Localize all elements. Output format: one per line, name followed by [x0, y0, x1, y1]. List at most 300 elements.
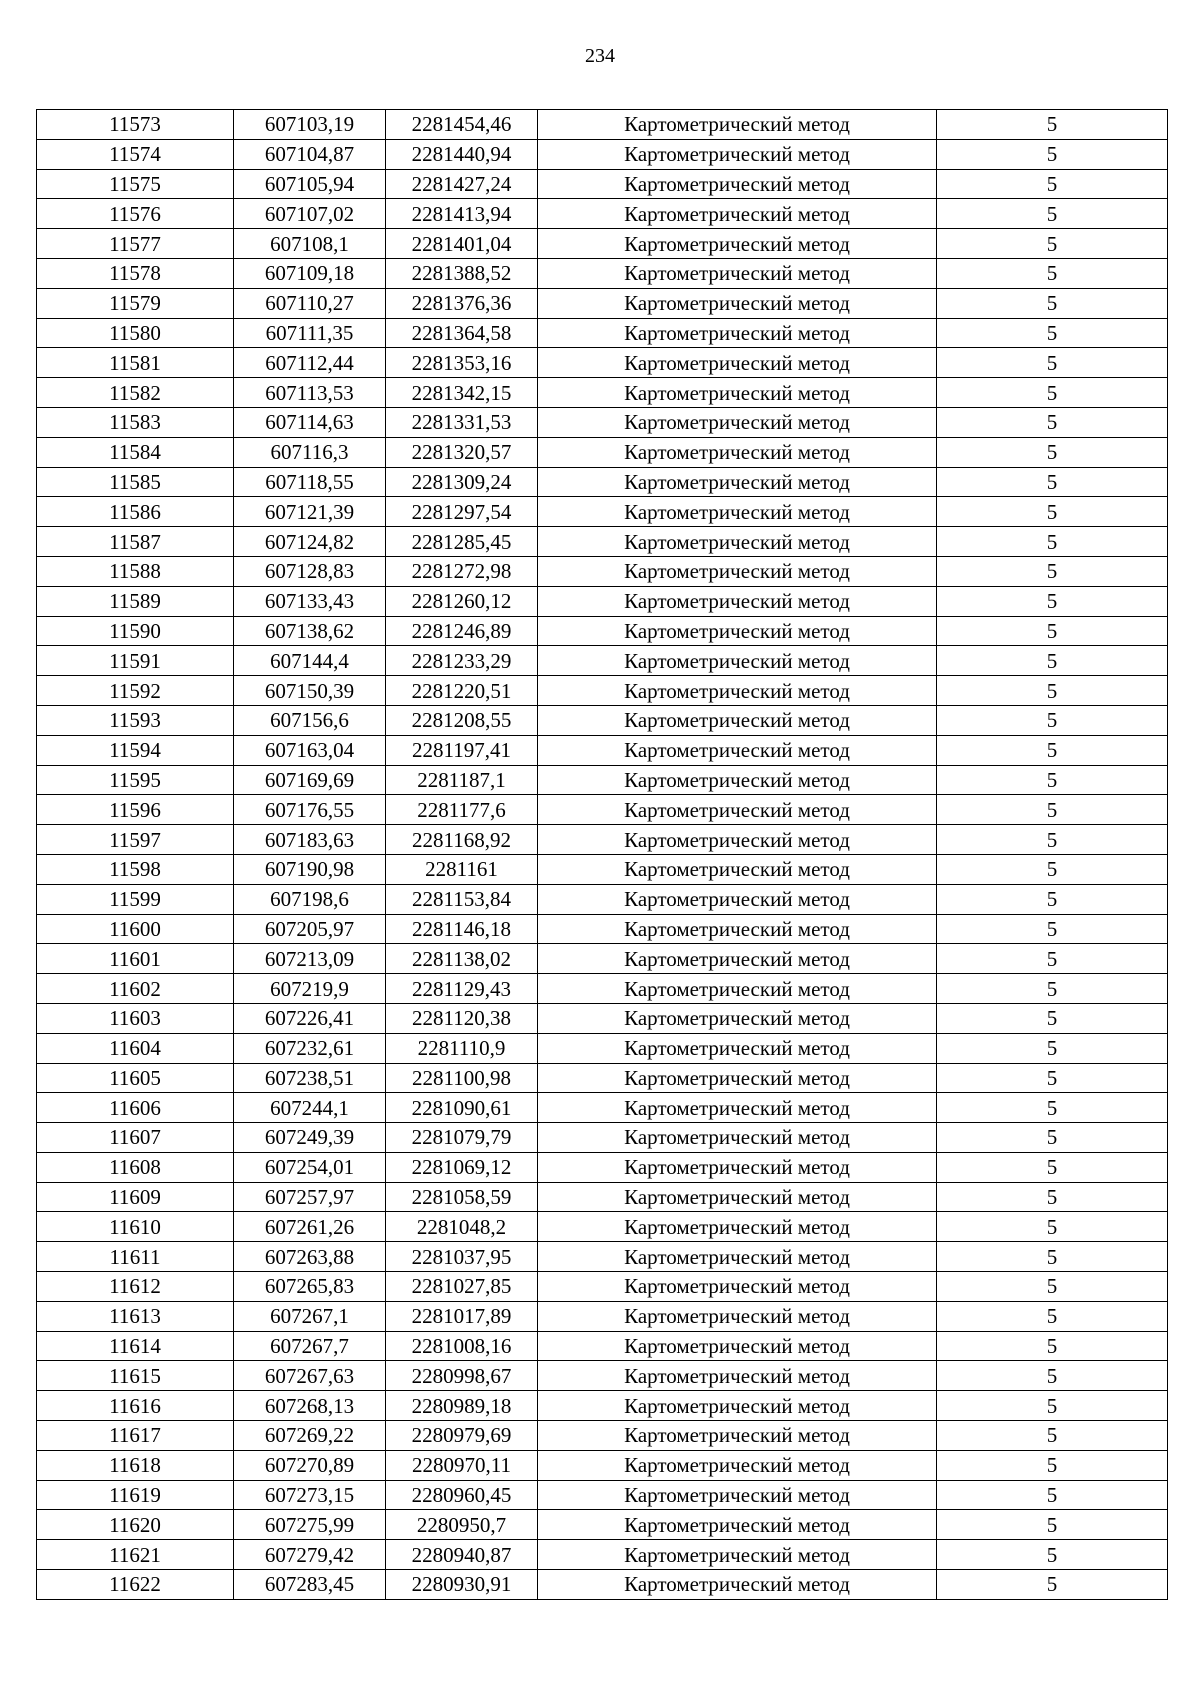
x-coordinate-cell: 607110,27 [234, 288, 386, 318]
method-cell: Картометрический метод [538, 527, 937, 557]
x-coordinate-cell: 607249,39 [234, 1123, 386, 1153]
table-row [37, 1540, 1168, 1570]
precision-cell: 5 [937, 556, 1168, 586]
precision-cell: 5 [937, 854, 1168, 884]
method-cell: Картометрический метод [538, 974, 937, 1004]
method-cell: Картометрический метод [538, 1301, 937, 1331]
x-coordinate-cell: 607183,63 [234, 825, 386, 855]
x-coordinate-cell: 607114,63 [234, 407, 386, 437]
precision-cell: 5 [937, 169, 1168, 199]
method-cell: Картометрический метод [538, 765, 937, 795]
point-number-cell: 11616 [37, 1391, 234, 1421]
method-cell: Картометрический метод [538, 288, 937, 318]
point-number-cell: 11573 [37, 110, 234, 140]
x-coordinate-cell: 607124,82 [234, 527, 386, 557]
point-number-cell: 11617 [37, 1421, 234, 1451]
point-number-cell: 11601 [37, 944, 234, 974]
precision-cell: 5 [937, 139, 1168, 169]
precision-cell: 5 [937, 348, 1168, 378]
table-row [37, 378, 1168, 408]
method-cell: Картометрический метод [538, 586, 937, 616]
point-number-cell: 11599 [37, 884, 234, 914]
x-coordinate-cell: 607283,45 [234, 1570, 386, 1600]
point-number-cell: 11586 [37, 497, 234, 527]
method-cell: Картометрический метод [538, 348, 937, 378]
method-cell: Картометрический метод [538, 944, 937, 974]
method-cell: Картометрический метод [538, 556, 937, 586]
x-coordinate-cell: 607133,43 [234, 586, 386, 616]
precision-cell: 5 [937, 1063, 1168, 1093]
point-number-cell: 11614 [37, 1331, 234, 1361]
x-coordinate-cell: 607121,39 [234, 497, 386, 527]
x-coordinate-cell: 607238,51 [234, 1063, 386, 1093]
table-row [37, 944, 1168, 974]
y-coordinate-cell: 2281427,24 [386, 169, 538, 199]
table-row [37, 1182, 1168, 1212]
method-cell: Картометрический метод [538, 378, 937, 408]
precision-cell: 5 [937, 1182, 1168, 1212]
method-cell: Картометрический метод [538, 1152, 937, 1182]
x-coordinate-cell: 607232,61 [234, 1033, 386, 1063]
point-number-cell: 11580 [37, 318, 234, 348]
point-number-cell: 11609 [37, 1182, 234, 1212]
table-row [37, 318, 1168, 348]
table-row [37, 1212, 1168, 1242]
table-row [37, 795, 1168, 825]
coordinates-table [36, 109, 1168, 1600]
table-row [37, 467, 1168, 497]
point-number-cell: 11582 [37, 378, 234, 408]
y-coordinate-cell: 2281260,12 [386, 586, 538, 616]
precision-cell: 5 [937, 795, 1168, 825]
table-row [37, 646, 1168, 676]
method-cell: Картометрический метод [538, 1212, 937, 1242]
method-cell: Картометрический метод [538, 1093, 937, 1123]
x-coordinate-cell: 607176,55 [234, 795, 386, 825]
point-number-cell: 11597 [37, 825, 234, 855]
x-coordinate-cell: 607156,6 [234, 705, 386, 735]
coordinates-table-body [37, 110, 1168, 1600]
precision-cell: 5 [937, 765, 1168, 795]
precision-cell: 5 [937, 1510, 1168, 1540]
point-number-cell: 11621 [37, 1540, 234, 1570]
x-coordinate-cell: 607205,97 [234, 914, 386, 944]
method-cell: Картометрический метод [538, 1123, 937, 1153]
point-number-cell: 11584 [37, 437, 234, 467]
y-coordinate-cell: 2281342,15 [386, 378, 538, 408]
x-coordinate-cell: 607226,41 [234, 1003, 386, 1033]
table-row [37, 705, 1168, 735]
table-row [37, 258, 1168, 288]
x-coordinate-cell: 607116,3 [234, 437, 386, 467]
x-coordinate-cell: 607267,7 [234, 1331, 386, 1361]
precision-cell: 5 [937, 705, 1168, 735]
table-row [37, 1391, 1168, 1421]
y-coordinate-cell: 2281177,6 [386, 795, 538, 825]
precision-cell: 5 [937, 735, 1168, 765]
precision-cell: 5 [937, 1361, 1168, 1391]
table-row [37, 407, 1168, 437]
method-cell: Картометрический метод [538, 407, 937, 437]
x-coordinate-cell: 607273,15 [234, 1480, 386, 1510]
y-coordinate-cell: 2281090,61 [386, 1093, 538, 1123]
y-coordinate-cell: 2281048,2 [386, 1212, 538, 1242]
x-coordinate-cell: 607169,69 [234, 765, 386, 795]
y-coordinate-cell: 2281008,16 [386, 1331, 538, 1361]
precision-cell: 5 [937, 110, 1168, 140]
precision-cell: 5 [937, 497, 1168, 527]
table-row [37, 1152, 1168, 1182]
y-coordinate-cell: 2281120,38 [386, 1003, 538, 1033]
point-number-cell: 11603 [37, 1003, 234, 1033]
precision-cell: 5 [937, 1033, 1168, 1063]
point-number-cell: 11593 [37, 705, 234, 735]
y-coordinate-cell: 2281246,89 [386, 616, 538, 646]
precision-cell: 5 [937, 437, 1168, 467]
precision-cell: 5 [937, 1480, 1168, 1510]
table-row [37, 1570, 1168, 1600]
y-coordinate-cell: 2281037,95 [386, 1242, 538, 1272]
y-coordinate-cell: 2281100,98 [386, 1063, 538, 1093]
table-row [37, 1123, 1168, 1153]
method-cell: Картометрический метод [538, 1480, 937, 1510]
precision-cell: 5 [937, 944, 1168, 974]
x-coordinate-cell: 607270,89 [234, 1450, 386, 1480]
table-row [37, 1063, 1168, 1093]
point-number-cell: 11585 [37, 467, 234, 497]
y-coordinate-cell: 2281401,04 [386, 229, 538, 259]
precision-cell: 5 [937, 1242, 1168, 1272]
precision-cell: 5 [937, 974, 1168, 1004]
y-coordinate-cell: 2281320,57 [386, 437, 538, 467]
y-coordinate-cell: 2281309,24 [386, 467, 538, 497]
method-cell: Картометрический метод [538, 735, 937, 765]
point-number-cell: 11596 [37, 795, 234, 825]
x-coordinate-cell: 607112,44 [234, 348, 386, 378]
y-coordinate-cell: 2281027,85 [386, 1272, 538, 1302]
y-coordinate-cell: 2280950,7 [386, 1510, 538, 1540]
point-number-cell: 11581 [37, 348, 234, 378]
x-coordinate-cell: 607103,19 [234, 110, 386, 140]
method-cell: Картометрический метод [538, 705, 937, 735]
point-number-cell: 11600 [37, 914, 234, 944]
x-coordinate-cell: 607150,39 [234, 676, 386, 706]
point-number-cell: 11598 [37, 854, 234, 884]
method-cell: Картометрический метод [538, 1242, 937, 1272]
y-coordinate-cell: 2281272,98 [386, 556, 538, 586]
x-coordinate-cell: 607261,26 [234, 1212, 386, 1242]
x-coordinate-cell: 607108,1 [234, 229, 386, 259]
method-cell: Картометрический метод [538, 854, 937, 884]
table-row [37, 1093, 1168, 1123]
y-coordinate-cell: 2281153,84 [386, 884, 538, 914]
point-number-cell: 11579 [37, 288, 234, 318]
table-row [37, 914, 1168, 944]
y-coordinate-cell: 2281233,29 [386, 646, 538, 676]
point-number-cell: 11595 [37, 765, 234, 795]
table-row [37, 1361, 1168, 1391]
table-row [37, 110, 1168, 140]
y-coordinate-cell: 2281129,43 [386, 974, 538, 1004]
point-number-cell: 11606 [37, 1093, 234, 1123]
point-number-cell: 11577 [37, 229, 234, 259]
precision-cell: 5 [937, 1212, 1168, 1242]
y-coordinate-cell: 2281208,55 [386, 705, 538, 735]
x-coordinate-cell: 607128,83 [234, 556, 386, 586]
method-cell: Картометрический метод [538, 1272, 937, 1302]
precision-cell: 5 [937, 1570, 1168, 1600]
method-cell: Картометрический метод [538, 139, 937, 169]
method-cell: Картометрический метод [538, 795, 937, 825]
table-row [37, 676, 1168, 706]
y-coordinate-cell: 2281220,51 [386, 676, 538, 706]
point-number-cell: 11602 [37, 974, 234, 1004]
precision-cell: 5 [937, 527, 1168, 557]
table-row [37, 586, 1168, 616]
precision-cell: 5 [937, 1093, 1168, 1123]
point-number-cell: 11594 [37, 735, 234, 765]
table-row [37, 1450, 1168, 1480]
x-coordinate-cell: 607219,9 [234, 974, 386, 1004]
table-row [37, 437, 1168, 467]
point-number-cell: 11592 [37, 676, 234, 706]
precision-cell: 5 [937, 1152, 1168, 1182]
method-cell: Картометрический метод [538, 318, 937, 348]
precision-cell: 5 [937, 676, 1168, 706]
method-cell: Картометрический метод [538, 437, 937, 467]
point-number-cell: 11591 [37, 646, 234, 676]
table-row [37, 1510, 1168, 1540]
point-number-cell: 11607 [37, 1123, 234, 1153]
y-coordinate-cell: 2280998,67 [386, 1361, 538, 1391]
y-coordinate-cell: 2280930,91 [386, 1570, 538, 1600]
precision-cell: 5 [937, 1540, 1168, 1570]
method-cell: Картометрический метод [538, 110, 937, 140]
x-coordinate-cell: 607109,18 [234, 258, 386, 288]
point-number-cell: 11611 [37, 1242, 234, 1272]
y-coordinate-cell: 2281058,59 [386, 1182, 538, 1212]
y-coordinate-cell: 2281168,92 [386, 825, 538, 855]
method-cell: Картометрический метод [538, 914, 937, 944]
precision-cell: 5 [937, 288, 1168, 318]
precision-cell: 5 [937, 1450, 1168, 1480]
point-number-cell: 11576 [37, 199, 234, 229]
precision-cell: 5 [937, 646, 1168, 676]
point-number-cell: 11574 [37, 139, 234, 169]
x-coordinate-cell: 607118,55 [234, 467, 386, 497]
y-coordinate-cell: 2281388,52 [386, 258, 538, 288]
table-row [37, 616, 1168, 646]
method-cell: Картометрический метод [538, 646, 937, 676]
precision-cell: 5 [937, 1421, 1168, 1451]
y-coordinate-cell: 2281285,45 [386, 527, 538, 557]
table-row [37, 527, 1168, 557]
point-number-cell: 11588 [37, 556, 234, 586]
method-cell: Картометрический метод [538, 1003, 937, 1033]
y-coordinate-cell: 2281331,53 [386, 407, 538, 437]
y-coordinate-cell: 2281187,1 [386, 765, 538, 795]
page-number: 234 [585, 45, 615, 67]
table-row [37, 497, 1168, 527]
x-coordinate-cell: 607138,62 [234, 616, 386, 646]
method-cell: Картометрический метод [538, 1361, 937, 1391]
y-coordinate-cell: 2281297,54 [386, 497, 538, 527]
table-row [37, 884, 1168, 914]
point-number-cell: 11619 [37, 1480, 234, 1510]
y-coordinate-cell: 2281110,9 [386, 1033, 538, 1063]
method-cell: Картометрический метод [538, 1570, 937, 1600]
precision-cell: 5 [937, 884, 1168, 914]
point-number-cell: 11610 [37, 1212, 234, 1242]
method-cell: Картометрический метод [538, 676, 937, 706]
x-coordinate-cell: 607263,88 [234, 1242, 386, 1272]
method-cell: Картометрический метод [538, 1182, 937, 1212]
precision-cell: 5 [937, 586, 1168, 616]
table-row [37, 229, 1168, 259]
x-coordinate-cell: 607257,97 [234, 1182, 386, 1212]
point-number-cell: 11589 [37, 586, 234, 616]
method-cell: Картометрический метод [538, 497, 937, 527]
point-number-cell: 11612 [37, 1272, 234, 1302]
x-coordinate-cell: 607279,42 [234, 1540, 386, 1570]
x-coordinate-cell: 607269,22 [234, 1421, 386, 1451]
method-cell: Картометрический метод [538, 169, 937, 199]
table-row [37, 974, 1168, 1004]
table-row [37, 1480, 1168, 1510]
precision-cell: 5 [937, 1272, 1168, 1302]
precision-cell: 5 [937, 378, 1168, 408]
x-coordinate-cell: 607275,99 [234, 1510, 386, 1540]
y-coordinate-cell: 2281138,02 [386, 944, 538, 974]
x-coordinate-cell: 607190,98 [234, 854, 386, 884]
y-coordinate-cell: 2281079,79 [386, 1123, 538, 1153]
point-number-cell: 11590 [37, 616, 234, 646]
point-number-cell: 11604 [37, 1033, 234, 1063]
method-cell: Картометрический метод [538, 1391, 937, 1421]
precision-cell: 5 [937, 1331, 1168, 1361]
table-row [37, 556, 1168, 586]
y-coordinate-cell: 2281146,18 [386, 914, 538, 944]
table-row [37, 1421, 1168, 1451]
y-coordinate-cell: 2281161 [386, 854, 538, 884]
point-number-cell: 11587 [37, 527, 234, 557]
precision-cell: 5 [937, 616, 1168, 646]
precision-cell: 5 [937, 318, 1168, 348]
method-cell: Картометрический метод [538, 1540, 937, 1570]
method-cell: Картометрический метод [538, 199, 937, 229]
x-coordinate-cell: 607267,1 [234, 1301, 386, 1331]
point-number-cell: 11578 [37, 258, 234, 288]
method-cell: Картометрический метод [538, 884, 937, 914]
table-row [37, 1272, 1168, 1302]
x-coordinate-cell: 607268,13 [234, 1391, 386, 1421]
y-coordinate-cell: 2281440,94 [386, 139, 538, 169]
table-row [37, 169, 1168, 199]
point-number-cell: 11620 [37, 1510, 234, 1540]
table-row [37, 1033, 1168, 1063]
method-cell: Картометрический метод [538, 1421, 937, 1451]
y-coordinate-cell: 2281413,94 [386, 199, 538, 229]
table-row [37, 1242, 1168, 1272]
x-coordinate-cell: 607198,6 [234, 884, 386, 914]
method-cell: Картометрический метод [538, 1331, 937, 1361]
x-coordinate-cell: 607244,1 [234, 1093, 386, 1123]
y-coordinate-cell: 2280970,11 [386, 1450, 538, 1480]
x-coordinate-cell: 607254,01 [234, 1152, 386, 1182]
precision-cell: 5 [937, 1301, 1168, 1331]
y-coordinate-cell: 2280960,45 [386, 1480, 538, 1510]
x-coordinate-cell: 607113,53 [234, 378, 386, 408]
table-row [37, 1331, 1168, 1361]
x-coordinate-cell: 607105,94 [234, 169, 386, 199]
precision-cell: 5 [937, 229, 1168, 259]
point-number-cell: 11615 [37, 1361, 234, 1391]
method-cell: Картометрический метод [538, 1063, 937, 1093]
method-cell: Картометрический метод [538, 229, 937, 259]
table-row [37, 1301, 1168, 1331]
table-row [37, 1003, 1168, 1033]
precision-cell: 5 [937, 1003, 1168, 1033]
point-number-cell: 11583 [37, 407, 234, 437]
method-cell: Картометрический метод [538, 616, 937, 646]
y-coordinate-cell: 2280940,87 [386, 1540, 538, 1570]
precision-cell: 5 [937, 825, 1168, 855]
table-row [37, 854, 1168, 884]
y-coordinate-cell: 2281197,41 [386, 735, 538, 765]
table-row [37, 139, 1168, 169]
precision-cell: 5 [937, 914, 1168, 944]
precision-cell: 5 [937, 407, 1168, 437]
table-row [37, 348, 1168, 378]
x-coordinate-cell: 607265,83 [234, 1272, 386, 1302]
x-coordinate-cell: 607104,87 [234, 139, 386, 169]
y-coordinate-cell: 2280989,18 [386, 1391, 538, 1421]
point-number-cell: 11622 [37, 1570, 234, 1600]
y-coordinate-cell: 2281364,58 [386, 318, 538, 348]
y-coordinate-cell: 2281376,36 [386, 288, 538, 318]
method-cell: Картометрический метод [538, 825, 937, 855]
table-row [37, 735, 1168, 765]
precision-cell: 5 [937, 1391, 1168, 1421]
precision-cell: 5 [937, 467, 1168, 497]
table-row [37, 288, 1168, 318]
method-cell: Картометрический метод [538, 1450, 937, 1480]
point-number-cell: 11605 [37, 1063, 234, 1093]
x-coordinate-cell: 607163,04 [234, 735, 386, 765]
point-number-cell: 11618 [37, 1450, 234, 1480]
table-row [37, 825, 1168, 855]
point-number-cell: 11608 [37, 1152, 234, 1182]
precision-cell: 5 [937, 1123, 1168, 1153]
x-coordinate-cell: 607267,63 [234, 1361, 386, 1391]
x-coordinate-cell: 607107,02 [234, 199, 386, 229]
method-cell: Картометрический метод [538, 1033, 937, 1063]
precision-cell: 5 [937, 258, 1168, 288]
table-row [37, 765, 1168, 795]
y-coordinate-cell: 2281353,16 [386, 348, 538, 378]
y-coordinate-cell: 2280979,69 [386, 1421, 538, 1451]
y-coordinate-cell: 2281454,46 [386, 110, 538, 140]
method-cell: Картометрический метод [538, 1510, 937, 1540]
method-cell: Картометрический метод [538, 467, 937, 497]
point-number-cell: 11575 [37, 169, 234, 199]
point-number-cell: 11613 [37, 1301, 234, 1331]
y-coordinate-cell: 2281017,89 [386, 1301, 538, 1331]
table-row [37, 199, 1168, 229]
precision-cell: 5 [937, 199, 1168, 229]
x-coordinate-cell: 607213,09 [234, 944, 386, 974]
x-coordinate-cell: 607144,4 [234, 646, 386, 676]
